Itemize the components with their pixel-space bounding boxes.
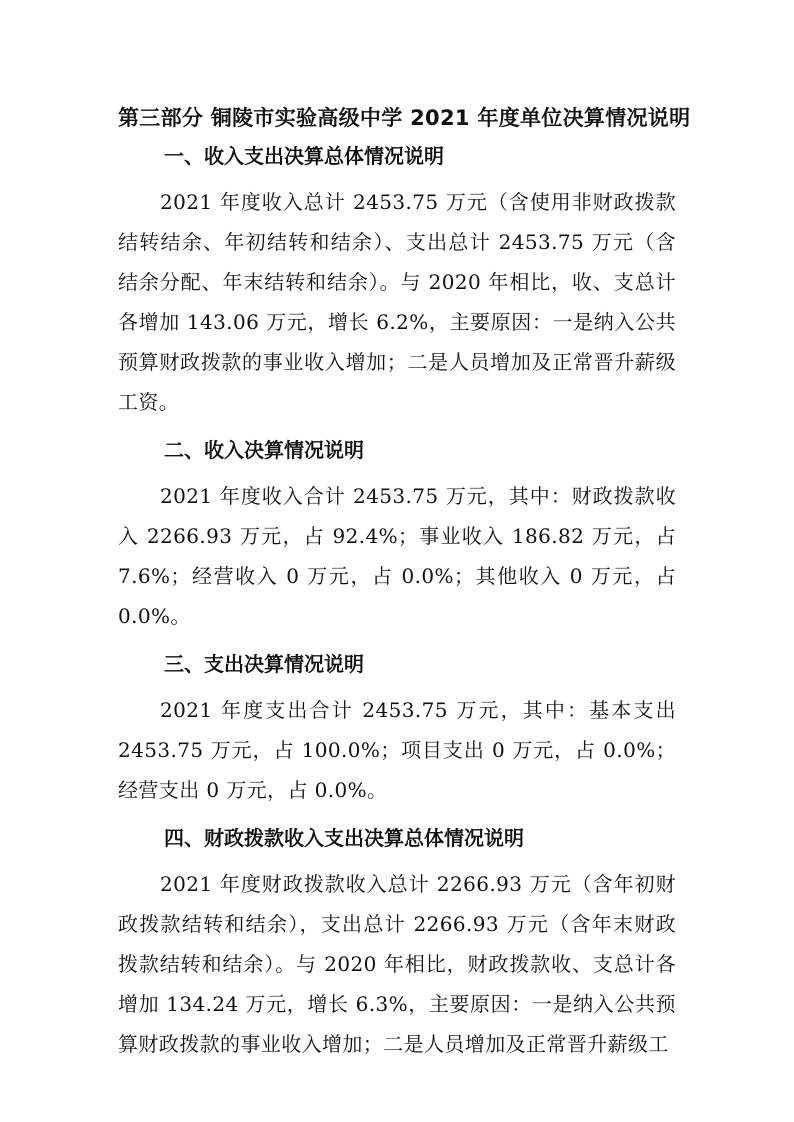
section-paragraph: 2021 年度收入总计 2453.75 万元（含使用非财政拨款结转结余、年初结转和结余）、支出总计 2453.75 万元（含结余分配、年末结转和结余）。与 2020 年相比，收、支总计各增加 143.06 万元，增长 6.2%，主要原因：一是纳入公共预算财政拨款的事业收入增加；二是人员增加及正常晋升薪级工资。	[118, 190, 676, 414]
section-paragraph: 2021 年度财政拨款收入总计 2266.93 万元（含年初财政拨款结转和结余），支出总计 2266.93 万元（含年末财政拨款结转和结余）。与 2020 年相比，财政拨款收、支总计各增加 134.24 万元，增长 6.3%，主要原因：一是纳入公共预算财政拨款的事业收入增加；二是人员增加及正常晋升薪级工	[118, 872, 676, 1056]
section-heading: 二、收入决算情况说明	[164, 438, 364, 462]
section-paragraph: 2021 年度收入合计 2453.75 万元，其中：财政拨款收入 2266.93 万元，占 92.4%；事业收入 186.82 万元，占 7.6%；经营收入 0 万元，占 0.0%；其他收入 0 万元，占 0.0%。	[118, 484, 676, 628]
section-4	[118, 820, 676, 1064]
section-heading: 三、支出决算情况说明	[164, 652, 364, 676]
section-heading: 一、收入支出决算总体情况说明	[164, 144, 444, 168]
section-1	[118, 138, 676, 422]
section-2	[118, 432, 676, 636]
section-heading: 四、财政拨款收入支出决算总体情况说明	[164, 826, 524, 850]
section-paragraph: 2021 年度支出合计 2453.75 万元，其中：基本支出 2453.75 万元，占 100.0%；项目支出 0 万元，占 0.0%；经营支出 0 万元，占 0.0%。	[118, 698, 676, 802]
section-3	[118, 646, 676, 810]
document-title: 第三部分 铜陵市实验高级中学 2021 年度单位决算情况说明	[118, 106, 691, 130]
